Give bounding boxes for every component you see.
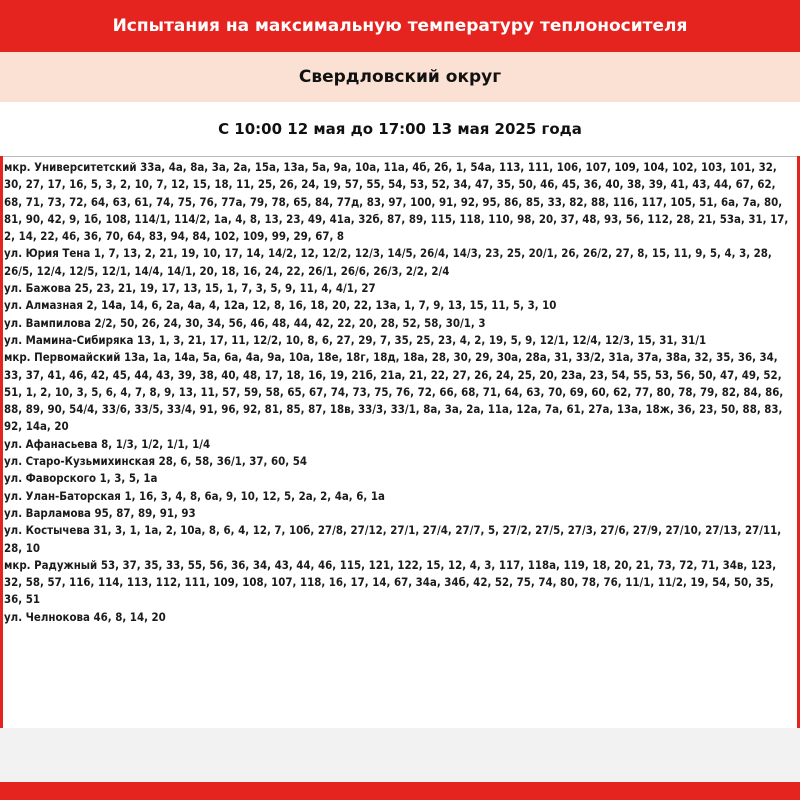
house-numbers: 13а, 1а, 14а, 5а, 6а, 4а, 9а, 10а, 18е, 18г, 18д, 18а, 28, 30, 29, 30а, 28а, 31, 33/2, 31а, 37а, 38а, 32, 35, 36, 34, 33, 37, 41, 46, 42, 45, 44, 43, 39, 38, 40, 48, 17, 18, 16, 19, 21б, 21а, 21, 22, 27, 26, 24, 25, 20, 23а, 23, 54, 55, 53, 56, 50, 47, 49, 52, 51, 1, 2, 10, 3, 5, 6, 4, 7, 8, 9, 13, 11, 57, 59, 58, 65, 67, 74, 73, 75, 76, 72, 66, 68, 71, 64, 63, 70, 69, 60, 62, 77, 80, 78, 79, 82, 84, 86, 88, 89, 90, 54/4, 33/6, 33/5, 33/4, 91, 96, 92, 81, 85, 87, 18в, 33/3, 33/1, 8а, 3а, 2а, 11а, 12а, 7а, 61, 27а, 13а, 18ж, 36, 23, 50, 88, 83, 92, 14а, 20 [4,350,784,434]
street-entry [4,436,794,453]
street-name: мкр. Радужный [4,557,98,572]
street-entry [4,522,794,557]
street-name: ул. Челнокова [4,609,90,624]
street-name: ул. Мамина-Сибиряка [4,332,134,347]
house-numbers: 2, 14а, 14, 6, 2а, 4а, 4, 12а, 12, 8, 16, 18, 20, 22, 13а, 1, 7, 9, 13, 15, 11, 5, 3, 10 [86,298,557,313]
house-numbers: 28, 6, 58, 36/1, 37, 60, 54 [158,454,307,469]
house-numbers: 2/2, 50, 26, 24, 30, 34, 56, 46, 48, 44, 42, 22, 20, 28, 52, 58, 30/1, 3 [94,315,486,330]
street-entry [4,245,794,280]
street-entry [4,297,794,314]
street-name: ул. Костычева [4,523,90,538]
house-numbers: 1, 16, 3, 4, 8, 6а, 9, 10, 12, 5, 2а, 2, 4а, 6, 1а [124,488,385,503]
street-name: ул. Вампилова [4,315,91,330]
street-entry [4,315,794,332]
address-list [4,159,794,626]
house-numbers: 33а, 4а, 8а, 3а, 2а, 15а, 13а, 5а, 9а, 10а, 11а, 4б, 2б, 1, 54а, 113, 111, 106, 107, 109, 104, 102, 103, 101, 32, 30, 27, 17, 16, 5, 3, 2, 10, 7, 12, 15, 18, 11, 25, 26, 24, 19, 57, 55, 54, 53, 52, 34, 47, 35, 50, 46, 45, 36, 40, 38, 39, 41, 43, 44, 67, 62, 68, 71, 73, 72, 64, 63, 61, 74, 75, 76, 77а, 79, 78, 65, 84, 77д, 83, 97, 100, 91, 92, 95, 86, 85, 33, 82, 88, 116, 117, 105, 51, 6а, 7а, 80, 81, 90, 42, 9, 1б, 108, 114/1, 114/2, 1а, 4, 8, 13, 23, 49, 41а, 32б, 87, 89, 115, 118, 110, 98, 20, 37, 48, 93, 56, 112, 28, 21, 53а, 31, 17, 2, 14, 22, 46, 36, 70, 64, 83, 94, 84, 102, 109, 99, 29, 67, 8 [4,160,789,244]
house-numbers: 95, 87, 89, 91, 93 [94,505,196,520]
street-name: ул. Алмазная [4,298,83,313]
street-name: ул. Бажова [4,281,72,296]
street-name: ул. Афанасьева [4,436,98,451]
street-name: ул. Старо-Кузьмихинская [4,454,156,469]
house-numbers: 1, 7, 13, 2, 21, 19, 10, 17, 14, 14/2, 12, 12/2, 12/3, 14/5, 26/4, 14/3, 23, 25, 20/1, 26, 26/2, 27, 8, 15, 11, 9, 5, 4, 3, 28, 26/5, 12/4, 12/5, 12/1, 14/4, 14/1, 20, 18, 16, 24, 22, 26/1, 26/6, 26/3, 2/2, 2/4 [4,246,772,278]
street-name: мкр. Первомайский [4,350,121,365]
street-entry [4,453,794,470]
street-name: ул. Варламова [4,505,91,520]
street-entry [4,470,794,487]
test-period [0,102,800,156]
street-entry [4,280,794,297]
street-entry [4,159,794,245]
house-numbers: 1, 3, 5, 1а [99,471,158,486]
footer-spacer [0,728,800,782]
house-numbers: 13, 1, 3, 21, 17, 11, 12/2, 10, 8, 6, 27, 29, 7, 35, 25, 23, 4, 2, 19, 5, 9, 12/1, 12/4, 12/3, 15, 31, 31/1 [136,332,707,347]
street-entry [4,488,794,505]
title-text: Испытания на максимальную температуру теплоносителя [112,16,688,36]
street-name: мкр. Университетский [4,160,137,174]
street-entry [4,557,794,609]
divider [3,156,797,157]
district-name: Свердловский округ [298,67,502,87]
house-numbers: 25, 23, 21, 19, 17, 13, 15, 1, 7, 3, 5, 9, 11, 4, 4/1, 27 [74,281,376,296]
street-name: ул. Фаворского [4,471,97,486]
house-numbers: 53, 37, 35, 33, 55, 56, 36, 34, 43, 44, 46, 115, 121, 122, 15, 12, 4, 3, 117, 118а, 119, 18, 20, 21, 73, 72, 71, 34в, 123, 32, 58, 57, 116, 114, 113, 112, 111, 109, 108, 107, 118, 16, 17, 14, 67, 34а, 34б, 42, 52, 75, 74, 80, 78, 76, 11/1, 11/2, 19, 54, 50, 35, 36, 51 [4,557,777,607]
house-numbers: 8, 1/3, 1/2, 1/1, 1/4 [101,436,211,451]
footer-bar [0,782,800,800]
street-entry [4,349,794,435]
street-entry [4,505,794,522]
district-heading [0,52,800,102]
street-entry [4,609,794,626]
street-entry [4,332,794,349]
period-text: С 10:00 12 мая до 17:00 13 мая 2025 года [218,120,582,138]
street-name: ул. Улан-Баторская [4,488,121,503]
street-name: ул. Юрия Тена [4,246,91,261]
house-numbers: 46, 8, 14, 20 [93,609,166,624]
house-numbers: 31, 3, 1, 1а, 2, 10а, 8, 6, 4, 12, 7, 10б, 27/8, 27/12, 27/1, 27/4, 27/7, 5, 27/2, 27/5, 27/3, 27/6, 27/9, 27/10, 27/13, 27/11, 28, 10 [4,523,782,555]
page-title [0,0,800,52]
